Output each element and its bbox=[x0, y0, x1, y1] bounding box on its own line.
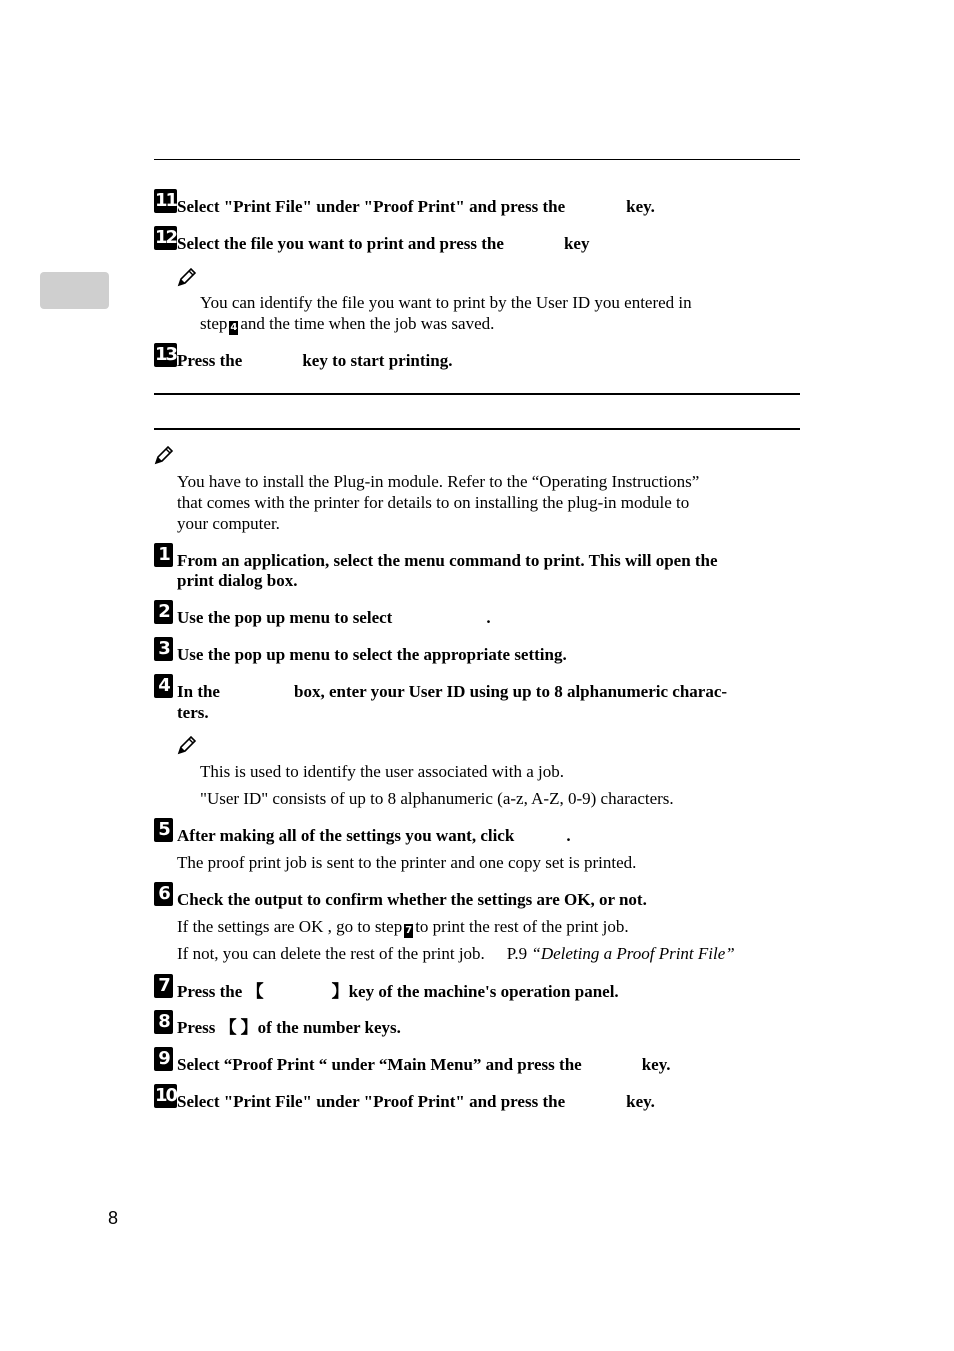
step-6-body2 bbox=[177, 943, 735, 964]
step-number-9: 9 bbox=[154, 1047, 173, 1071]
step-10-text-a: Select "Print File" under "Proof Print" and press the bbox=[177, 1092, 566, 1111]
step-6-body2-a: If not, you can delete the rest of the print job. bbox=[177, 944, 485, 963]
key-bracket-close: 】 bbox=[240, 1018, 258, 1038]
step-ref-7: 7 bbox=[405, 925, 413, 936]
step-6-body1-b: to print the rest of the print job. bbox=[415, 917, 629, 936]
step-number-8: 8 bbox=[154, 1010, 173, 1034]
step-10-text bbox=[177, 1091, 800, 1112]
note-step4-line2: "User ID" consists of up to 8 alphanumeric (a-z, A-Z, 0-9) characters. bbox=[200, 789, 674, 808]
step-6-body1-a: If the settings are OK , go to step bbox=[177, 917, 403, 936]
step-number-11: 11 bbox=[155, 190, 177, 211]
step-8-text bbox=[177, 1017, 800, 1039]
step-7-text-b: key of the machine's operation panel. bbox=[348, 982, 619, 1001]
step-number-1: 1 bbox=[154, 543, 173, 567]
step-5-body: The proof print job is sent to the printer and one copy set is printed. bbox=[177, 853, 637, 872]
step-number-4: 4 bbox=[154, 674, 173, 698]
step-6-body1 bbox=[177, 916, 629, 938]
step-number-6: 6 bbox=[154, 882, 173, 906]
step-4-line1 bbox=[177, 681, 800, 702]
note-top-line2-a: step bbox=[200, 314, 228, 333]
step-11-text-b: key. bbox=[626, 197, 655, 216]
step-3-text: Use the pop up menu to select the appropriate setting. bbox=[177, 645, 567, 664]
note-top-line2-b: and the time when the job was saved. bbox=[240, 314, 495, 333]
step-9-text-a: Select “Proof Print “ under “Main Menu” and press the bbox=[177, 1055, 582, 1074]
chapter-tab bbox=[40, 272, 109, 309]
step-2-text bbox=[177, 607, 800, 628]
step-7-text-a: Press the bbox=[177, 982, 243, 1001]
step-12-text-b: key bbox=[563, 234, 590, 253]
step-13-text bbox=[177, 350, 800, 371]
key-bracket-close: 】 bbox=[331, 982, 349, 1002]
section-rule-bottom bbox=[154, 428, 800, 430]
step-2-text-b: . bbox=[486, 608, 491, 627]
step-5-text-b: . bbox=[566, 826, 571, 845]
step-10-text-b: key. bbox=[626, 1092, 655, 1111]
step-4-line2: ters. bbox=[177, 703, 209, 722]
note-main-line2: that comes with the printer for details to on installing the plug-in module to bbox=[177, 493, 690, 512]
step-6-text: Check the output to confirm whether the settings are OK, or not. bbox=[177, 890, 647, 909]
step-number-5: 5 bbox=[154, 818, 173, 842]
note-top-line1: You can identify the file you want to print by the User ID you entered in bbox=[200, 293, 692, 312]
step-13-text-b: key to start printing. bbox=[302, 351, 453, 370]
deleting-proof-print-link[interactable]: “Deleting a Proof Print File” bbox=[531, 944, 735, 963]
step-ref-4: 4 bbox=[230, 322, 238, 333]
step-number-12: 12 bbox=[155, 227, 177, 248]
step-5-text-a: After making all of the settings you want, click bbox=[177, 826, 515, 845]
header-rule bbox=[154, 159, 800, 160]
step-number-13: 13 bbox=[155, 344, 177, 365]
key-bracket-open: 【 bbox=[246, 982, 264, 1002]
page-reference: P.9 bbox=[506, 944, 528, 963]
pencil-note-icon bbox=[176, 266, 198, 288]
step-4-text-a: In the bbox=[177, 682, 220, 701]
step-9-text-b: key. bbox=[641, 1055, 671, 1074]
step-11-text bbox=[177, 196, 800, 217]
step-number-7: 7 bbox=[154, 974, 173, 998]
pencil-note-icon bbox=[176, 734, 198, 756]
step-11-text-a: Select "Print File" under "Proof Print" and press the bbox=[177, 197, 566, 216]
step-1-line1: From an application, select the menu command to print. This will open the bbox=[177, 551, 718, 570]
page-number: 8 bbox=[108, 1208, 119, 1228]
step-9-text bbox=[177, 1054, 800, 1075]
step-13-text-a: Press the bbox=[177, 351, 243, 370]
step-1-line2: print dialog box. bbox=[177, 571, 298, 590]
section-rule-top bbox=[154, 393, 800, 395]
step-7-text bbox=[177, 981, 800, 1003]
step-5-text bbox=[177, 825, 800, 846]
step-8-text-a: Press bbox=[177, 1018, 216, 1037]
step-8-text-b: of the number keys. bbox=[257, 1018, 401, 1037]
key-bracket-open: 【 bbox=[219, 1018, 237, 1038]
note-main-line1: You have to install the Plug-in module. Refer to the “Operating Instructions” bbox=[177, 472, 700, 491]
step-4-text-b: box, enter your User ID using up to 8 alphanumeric charac- bbox=[293, 682, 728, 701]
step-12-text bbox=[177, 233, 800, 254]
step-number-10: 10 bbox=[155, 1085, 177, 1106]
step-number-3: 3 bbox=[154, 637, 173, 661]
note-step4-line1: This is used to identify the user associated with a job. bbox=[200, 762, 565, 781]
note-top-line2 bbox=[200, 313, 494, 335]
step-12-text-a: Select the file you want to print and press the bbox=[177, 234, 504, 253]
step-number-2: 2 bbox=[154, 600, 173, 624]
note-main-line3: your computer. bbox=[177, 514, 280, 533]
step-2-text-a: Use the pop up menu to select bbox=[177, 608, 393, 627]
pencil-note-icon bbox=[153, 444, 175, 466]
